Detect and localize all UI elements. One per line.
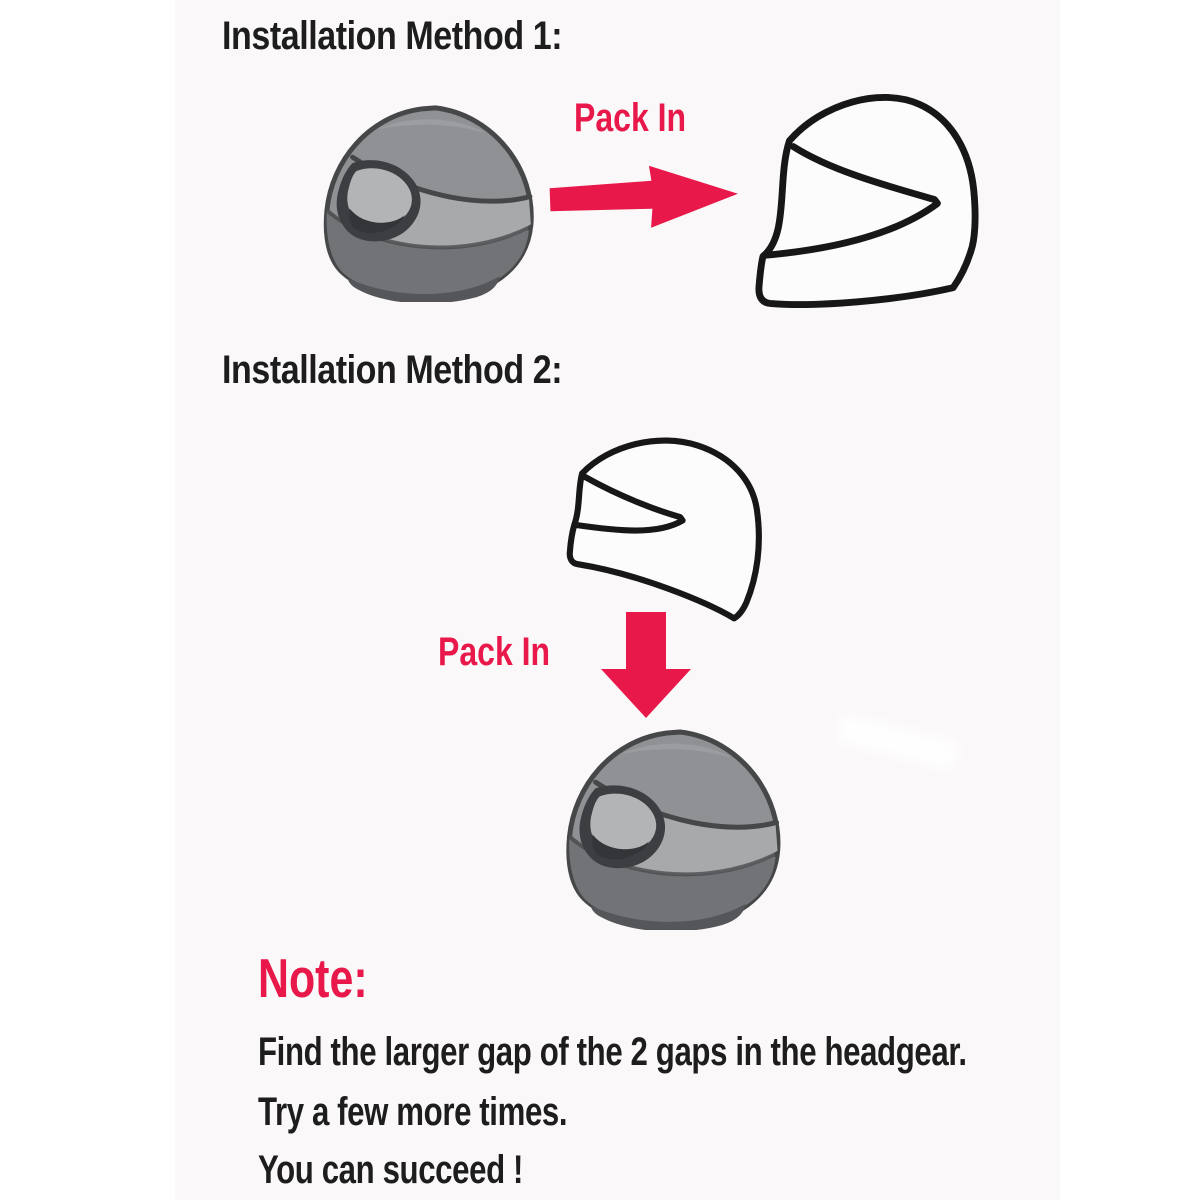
helmet-cover-outline-icon-1 [733,78,989,323]
note-heading: Note: [258,947,368,1009]
gray-helmet-icon [303,100,540,302]
method2-title: Installation Method 2: [222,348,563,392]
note-line-2: Try a few more times. [258,1090,568,1134]
note-line-3: You can succeed ! [258,1148,524,1192]
pack-in-label-2: Pack In [438,630,551,674]
pack-in-label-1: Pack In [574,96,687,140]
helmet-cover-outline-icon-2 [535,415,797,640]
arrow-right-icon [547,161,741,234]
method1-title: Installation Method 1: [222,14,563,58]
note-line-1: Find the larger gap of the 2 gaps in the headgear. [258,1030,967,1074]
arrow-down-icon [598,612,694,720]
gray-helmet-icon-2 [545,724,787,930]
